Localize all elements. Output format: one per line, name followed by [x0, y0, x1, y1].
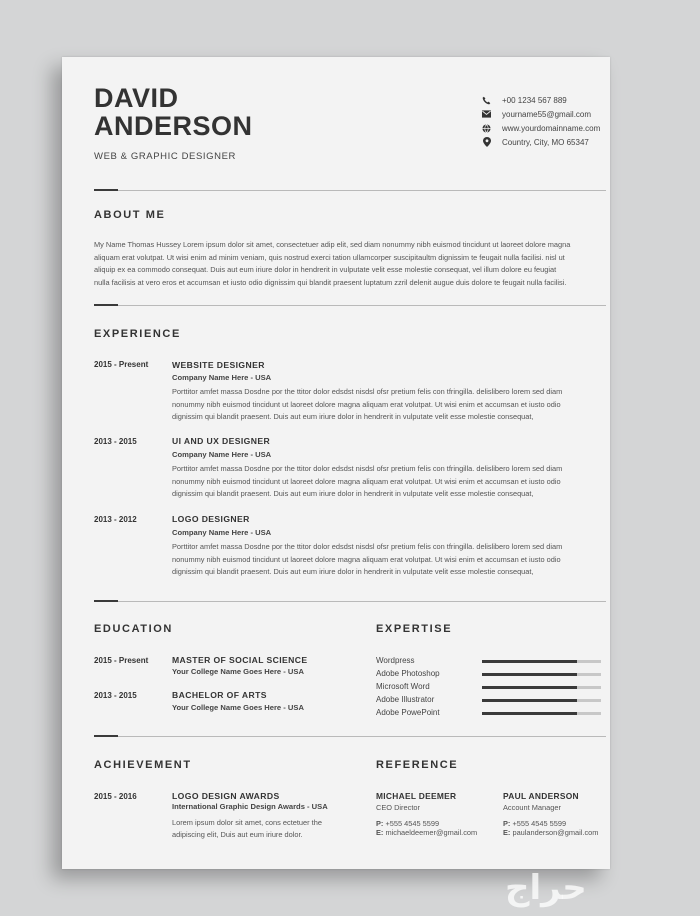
contact-phone-text: +00 1234 567 889 — [502, 95, 567, 105]
description-line: Porttitor amfet massa Dosdne por the ttitor dolor edsdst nisdsl ofsr pretium felis con tfringilla. delislibero lorem sed diam — [172, 542, 563, 551]
experience-years: 2015 - Present — [94, 360, 149, 369]
skill-name: Microsoft Word — [376, 682, 430, 691]
divider-accent — [94, 735, 118, 737]
skill-name: Wordpress — [376, 656, 415, 665]
description-line: dignissim qui blandit praesent. Duis aut eum iriure dolor in hendrerit in vulputate velit esse molestie consequat, — [172, 412, 534, 422]
achievement-years: 2015 - 2016 — [94, 792, 137, 801]
experience-description — [172, 463, 608, 501]
education-school: Your College Name Goes Here - USA — [172, 703, 304, 712]
contact-address-text: Country, City, MO 65347 — [502, 137, 589, 147]
experience-role: UI AND UX DESIGNER — [172, 436, 271, 446]
contact-email — [482, 108, 591, 120]
achievement-award: LOGO DESIGN AWARDS — [172, 791, 280, 801]
reference-position: Account Manager — [503, 803, 561, 812]
skill-bar-fill — [482, 699, 577, 702]
experience-company: Company Name Here - USA — [172, 373, 272, 382]
skill-bar — [482, 686, 601, 689]
education-degree: MASTER OF SOCIAL SCIENCE — [172, 655, 308, 665]
skill-bar — [482, 660, 601, 663]
skill-bar — [482, 712, 601, 715]
experience-description — [172, 541, 608, 579]
phone-label: P: — [503, 819, 511, 828]
divider-accent — [94, 600, 118, 602]
reference-phone — [376, 819, 439, 828]
email-address: paulanderson@gmail.com — [512, 828, 599, 837]
description-line: Porttitor amfet massa Dosdne por the ttitor dolor edsdst nisdsl ofsr pretium felis con tfringilla. delislibero lorem sed diam — [172, 387, 563, 396]
last-name: ANDERSON — [94, 111, 253, 141]
description-line: Porttitor amfet massa Dosdne por the ttitor dolor edsdst nisdsl ofsr pretium felis con tfringilla. delislibero lorem sed diam — [172, 464, 563, 473]
education-years: 2015 - Present — [94, 656, 149, 665]
reference-email — [503, 828, 598, 837]
skill-name: Adobe Illustrator — [376, 695, 435, 704]
skill-name: Adobe PowePoint — [376, 708, 440, 717]
about-title: ABOUT ME — [94, 209, 166, 221]
divider — [94, 601, 606, 602]
email-label: E: — [503, 828, 511, 837]
phone-number: +555 4545 5599 — [512, 819, 567, 828]
phone-number: +555 4545 5599 — [385, 819, 440, 828]
experience-company: Company Name Here - USA — [172, 450, 272, 459]
description-line: dignissim qui blandit praesent. Duis aut eum iriure dolor in hendrerit in vulputate velit esse molestie consequat, — [172, 567, 534, 577]
reference-phone — [503, 819, 566, 828]
first-name: DAVID — [94, 83, 179, 113]
achievement-organizer: International Graphic Design Awards - USA — [172, 802, 328, 811]
education-years: 2013 - 2015 — [94, 691, 137, 700]
experience-role: WEBSITE DESIGNER — [172, 360, 265, 370]
achievement-line: adipiscing elit, Duis aut eum iriure dolor. — [172, 829, 303, 839]
about-line: My Name Thomas Hussey Lorem ipsum dolor sit amet, consectetuer adip elit, sed diam nonummy nibh euismod tincidunt ut laoreet dolore magna — [94, 240, 571, 249]
contact-website — [482, 122, 600, 134]
reference-name: MICHAEL DEEMER — [376, 791, 457, 801]
skill-bar-fill — [482, 660, 577, 663]
description-line: nonummy nibh euismod tincidunt ut laoreet dolore magna aliquam erat volutpat. Ut wisi enim et accumsan et iusto odio — [172, 476, 561, 486]
experience-title: EXPERIENCE — [94, 328, 181, 340]
skill-bar — [482, 673, 601, 676]
reference-position: CEO Director — [376, 803, 420, 812]
education-title: EDUCATION — [94, 623, 173, 635]
divider-accent — [94, 304, 118, 306]
globe-icon — [482, 124, 491, 133]
skill-bar — [482, 699, 601, 702]
achievement-title: ACHIEVEMENT — [94, 759, 192, 771]
about-line: aliquam erat volutpat. Ut wisi enim ad minim veniam, quis nostrud exerci tation ullamcorper suscipitaultm dignissim te feugait nulla facilisi. nisl ut — [94, 252, 565, 262]
reference-title: REFERENCE — [376, 759, 459, 771]
reference-email — [376, 828, 477, 837]
contact-email-text: yourname55@gmail.com — [502, 109, 592, 119]
divider — [94, 190, 606, 191]
divider-accent — [94, 189, 118, 191]
achievement-line: Lorem ipsum dolor sit amet, cons ectetuer the — [172, 818, 322, 827]
about-text — [94, 239, 608, 289]
education-school: Your College Name Goes Here - USA — [172, 667, 304, 676]
experience-years: 2013 - 2012 — [94, 515, 137, 524]
reference-name: PAUL ANDERSON — [503, 791, 579, 801]
phone-label: P: — [376, 819, 384, 828]
email-label: E: — [376, 828, 384, 837]
about-line: nulla facilisis at vero eros et accumsan et iusto odio dignissim qui blandit praesent luptatum zzril delenit augue duis dolore te feugait nulla facilisi. — [94, 277, 567, 287]
contact-address — [482, 136, 589, 148]
skill-bar-fill — [482, 673, 577, 676]
description-line: nonummy nibh euismod tincidunt ut laoreet dolore magna aliquam erat volutpat. Ut wisi enim et accumsan et iusto odio — [172, 399, 561, 409]
achievement-description — [172, 817, 322, 840]
skill-name: Adobe Photoshop — [376, 669, 440, 678]
experience-company: Company Name Here - USA — [172, 528, 272, 537]
phone-icon — [482, 96, 491, 105]
experience-role: LOGO DESIGNER — [172, 514, 250, 524]
education-degree: BACHELOR OF ARTS — [172, 690, 267, 700]
divider — [94, 736, 606, 737]
job-title: WEB & GRAPHIC DESIGNER — [94, 151, 236, 162]
skill-bar-fill — [482, 686, 577, 689]
contact-website-text: www.yourdomainname.com — [502, 123, 601, 133]
experience-years: 2013 - 2015 — [94, 437, 137, 446]
contact-phone — [482, 94, 567, 106]
about-line: aliquip ex ea commodo consequat. Duis aut eum iriure dolor in hendrerit in vulputate velit esse molestie consequat, vel illum dolore eu feugiat — [94, 265, 557, 275]
email-address: michaeldeemer@gmail.com — [385, 828, 478, 837]
watermark-logo: حراج — [505, 868, 587, 908]
location-pin-icon — [482, 138, 491, 147]
description-line: dignissim qui blandit praesent. Duis aut eum iriure dolor in hendrerit in vulputate velit esse molestie consequat, — [172, 489, 534, 499]
expertise-title: EXPERTISE — [376, 623, 453, 635]
experience-description — [172, 386, 608, 424]
email-icon — [482, 110, 491, 119]
divider — [94, 305, 606, 306]
skill-bar-fill — [482, 712, 577, 715]
resume-page — [62, 57, 610, 869]
description-line: nonummy nibh euismod tincidunt ut laoreet dolore magna aliquam erat volutpat. Ut wisi enim et accumsan et iusto odio — [172, 554, 561, 564]
